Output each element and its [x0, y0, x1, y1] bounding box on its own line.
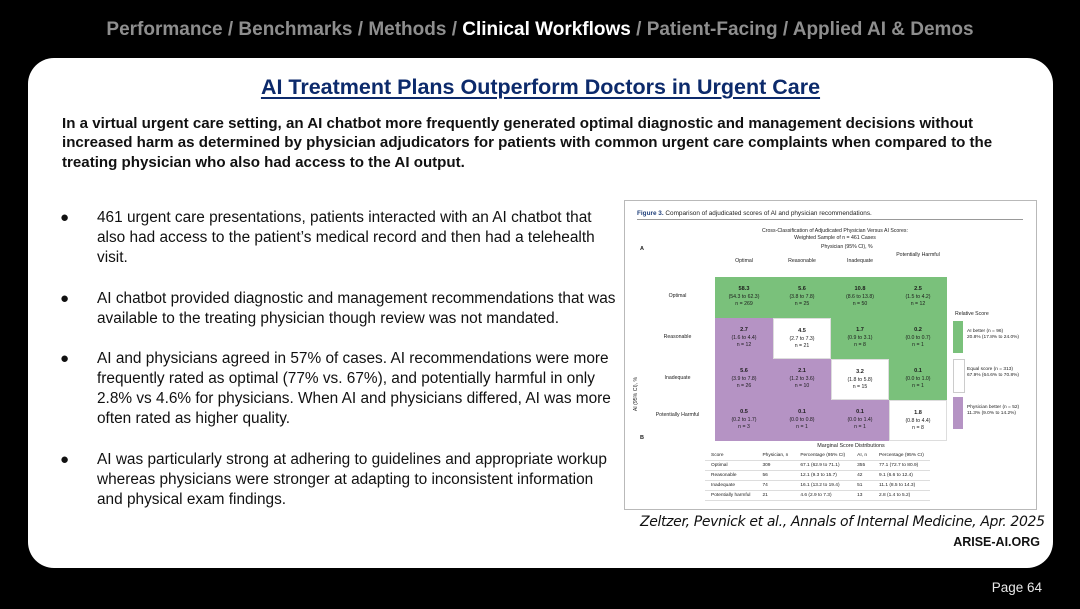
- table-header-cell: Physician, n: [756, 451, 794, 461]
- crosstab-title-line-1: Cross-Classification of Adjudicated Physician Versus AI Scores:: [762, 228, 908, 234]
- breadcrumb-item-clinical-workflows[interactable]: Clinical Workflows: [462, 19, 631, 40]
- bullet-list: [60, 208, 620, 530]
- cell-value: 1.8: [914, 410, 922, 416]
- legend-swatch: [953, 321, 963, 353]
- cell-ci: (54.3 to 62.3): [728, 293, 760, 300]
- row-header: Potentially Harmful: [655, 412, 700, 418]
- cell-ci: (1.5 to 4.2): [905, 293, 931, 300]
- heatmap-cell: [831, 400, 889, 441]
- legend-item: [953, 359, 1033, 391]
- table-header-cell: Percentage (95% CI): [794, 451, 851, 461]
- breadcrumb-item-methods[interactable]: Methods: [368, 19, 447, 40]
- cell-ci: (0.0 to 1.0): [905, 375, 931, 382]
- heatmap-cell: [889, 277, 947, 318]
- table-cell: 77.1 (72.7 to 80.9): [873, 461, 930, 471]
- cell-count: n = 12: [910, 300, 926, 307]
- heatmap-cell: [773, 359, 831, 400]
- table-cell: 21: [756, 491, 794, 501]
- cell-count: n = 1: [796, 423, 808, 430]
- table-header-cell: Score: [705, 451, 756, 461]
- citation: Zeltzer, Pevnick et al., Annals of Internal Medicine, Apr. 2025: [640, 514, 1045, 530]
- legend-item: [953, 321, 1033, 353]
- breadcrumb-item-patient-facing[interactable]: Patient-Facing: [646, 19, 778, 40]
- table-cell: 74: [756, 481, 794, 491]
- breadcrumb-separator: /: [446, 19, 463, 40]
- breadcrumb-item-performance[interactable]: Performance: [106, 19, 223, 40]
- cell-ci: (3.9 to 7.8): [731, 375, 757, 382]
- slide-title: AI Treatment Plans Outperform Doctors in Urgent Care: [260, 75, 821, 99]
- table-cell: 355: [851, 461, 873, 471]
- table-cell: Optimal: [705, 461, 756, 471]
- table-header-cell: Percentage (95% CI): [873, 451, 930, 461]
- cell-value: 2.7: [740, 327, 748, 333]
- table-cell: 309: [756, 461, 794, 471]
- panel-a-label: A: [640, 246, 644, 252]
- cell-value: 0.5: [740, 409, 748, 415]
- table-cell: Inadequate: [705, 481, 756, 491]
- cell-count: n = 25: [794, 300, 810, 307]
- table-cell: 12.1 (9.3 to 15.7): [794, 471, 851, 481]
- cell-count: n = 269: [735, 300, 753, 307]
- column-header: Potentially Harmful: [896, 252, 940, 258]
- table-cell: 51: [851, 481, 873, 491]
- bullet-icon: ●: [60, 209, 70, 226]
- bullet-text: AI chatbot provided diagnostic and management recommendations that was available to the treating physician though review was not mandated.: [97, 289, 616, 327]
- table-row: [705, 491, 930, 501]
- legend-swatch: [953, 359, 965, 393]
- crosstab-title: [745, 228, 925, 242]
- column-header: Reasonable: [788, 258, 816, 264]
- list-item: [60, 289, 620, 329]
- list-item: [60, 349, 620, 430]
- table-cell: 13: [851, 491, 873, 501]
- table-cell: 9.1 (6.6 to 12.4): [873, 471, 930, 481]
- table-cell: Reasonable: [705, 471, 756, 481]
- heatmap-cell: [831, 277, 889, 318]
- cell-count: n = 1: [854, 423, 866, 430]
- cell-ci: (0.9 to 3.1): [847, 334, 873, 341]
- cell-count: n = 3: [738, 423, 750, 430]
- breadcrumb-separator: /: [630, 19, 647, 40]
- figure-divider: [637, 219, 1023, 220]
- cell-ci: (0.8 to 4.4): [905, 417, 931, 424]
- cell-value: 58.3: [738, 286, 750, 292]
- cell-value: 10.8: [854, 286, 866, 292]
- table-cell: 16.1 (13.2 to 19.4): [794, 481, 851, 491]
- cell-count: n = 12: [736, 341, 752, 348]
- cell-count: n = 1: [912, 382, 924, 389]
- heatmap-cell: [773, 400, 831, 441]
- cell-ci: (2.7 to 7.3): [789, 335, 815, 342]
- cell-ci: (0.0 to 0.8): [789, 416, 815, 423]
- marginal-table: [705, 451, 930, 501]
- cell-value: 0.1: [798, 409, 806, 415]
- heatmap-cell: [715, 277, 773, 318]
- cell-value: 2.1: [798, 368, 806, 374]
- cell-ci: (1.2 to 3.6): [789, 375, 815, 382]
- cell-value: 1.7: [856, 327, 864, 333]
- cell-ci: (8.6 to 13.8): [846, 293, 874, 300]
- cell-value: 3.2: [856, 369, 864, 375]
- cell-value: 5.6: [798, 286, 806, 292]
- list-item: [60, 208, 620, 269]
- cell-count: n = 21: [794, 342, 810, 349]
- table-header-cell: AI, n: [851, 451, 873, 461]
- cell-count: n = 50: [852, 300, 868, 307]
- cell-count: n = 10: [794, 382, 810, 389]
- bullet-icon: ●: [60, 349, 70, 367]
- table-cell: 4.6 (2.9 to 7.3): [794, 491, 851, 501]
- table-cell: 11.1 (8.5 to 14.3): [873, 481, 930, 491]
- physician-axis-label: Physician (95% CI), %: [821, 244, 873, 250]
- table-row: [705, 481, 930, 491]
- panel-b-label: B: [640, 435, 644, 441]
- row-header: Optimal: [668, 293, 687, 299]
- ai-axis-label: AI (95% CI), %: [633, 376, 640, 412]
- table-cell: 42: [851, 471, 873, 481]
- heatmap-cell: [715, 359, 773, 400]
- row-header: Reasonable: [663, 334, 692, 340]
- marginal-table-title: Marginal Score Distributions: [817, 443, 885, 449]
- bullet-text: 461 urgent care presentations, patients interacted with an AI chatbot that also had access to the patient’s medical record and then had a telehealth visit.: [97, 209, 595, 267]
- figure-image: [624, 200, 1037, 510]
- legend-item: [953, 397, 1033, 429]
- figure-caption: [637, 210, 872, 217]
- breadcrumb-item-benchmarks[interactable]: Benchmarks: [238, 19, 353, 40]
- cell-ci: (0.0 to 0.7): [905, 334, 931, 341]
- cell-count: n = 8: [854, 341, 866, 348]
- legend-text: Equal score (n = 313) 67.9% (64.6% to 70.8%): [967, 367, 1019, 379]
- breadcrumb-separator: /: [222, 19, 239, 40]
- cell-value: 0.1: [856, 409, 864, 415]
- breadcrumb-separator: /: [777, 19, 793, 40]
- cell-ci: (1.6 to 4.4): [731, 334, 757, 341]
- table-cell: Potentially harmful: [705, 491, 756, 501]
- legend-swatch: [953, 397, 963, 429]
- cell-count: n = 26: [736, 382, 752, 389]
- table-cell: 67.1 (62.9 to 71.1): [794, 461, 851, 471]
- heatmap-cell: [773, 318, 831, 359]
- heatmap-cell: [831, 359, 889, 400]
- heatmap-cell: [715, 400, 773, 441]
- cell-value: 4.5: [798, 328, 806, 334]
- heatmap-cell: [889, 318, 947, 359]
- cell-ci: (0.2 to 1.7): [731, 416, 757, 423]
- bullet-icon: ●: [60, 289, 70, 307]
- table-cell: 2.8 (1.4 to 5.2): [873, 491, 930, 501]
- cell-value: 0.1: [914, 368, 922, 374]
- table-row: [705, 471, 930, 481]
- heatmap-cell: [715, 318, 773, 359]
- figure-number: Figure 3.: [637, 210, 664, 217]
- slide-card: [28, 58, 1053, 568]
- breadcrumb-item-applied-ai-demos[interactable]: Applied AI & Demos: [792, 19, 974, 40]
- bullet-icon: ●: [60, 450, 70, 468]
- cell-ci: (1.8 to 5.8): [847, 376, 873, 383]
- table-row: [705, 461, 930, 471]
- cell-value: 5.6: [740, 368, 748, 374]
- heatmap-cell: [889, 400, 947, 441]
- table-cell: 56: [756, 471, 794, 481]
- cell-value: 2.5: [914, 286, 922, 292]
- column-header: Inadequate: [847, 258, 873, 264]
- cell-value: 0.2: [914, 327, 922, 333]
- legend-text: AI better (n = 96) 20.8% (17.8% to 24.0%): [967, 329, 1019, 341]
- heatmap-cell: [831, 318, 889, 359]
- org-label: ARISE-AI.ORG: [953, 535, 1040, 549]
- breadcrumb: [0, 19, 1080, 41]
- table-header-row: [705, 451, 930, 461]
- list-item: [60, 450, 620, 511]
- heatmap-cell: [773, 277, 831, 318]
- row-header: Inadequate: [664, 375, 691, 381]
- cell-count: n = 15: [852, 383, 868, 390]
- slide-intro: In a virtual urgent care setting, an AI chatbot more frequently generated optimal diagnostic and management decisions without increased harm as determined by physician adjudicators for patients with common urgent care complaints when compared to the treating physician who also had access to the AI output.: [62, 115, 993, 171]
- cell-ci: (3.8 to 7.8): [789, 293, 815, 300]
- breadcrumb-separator: /: [352, 19, 369, 40]
- cell-count: n = 1: [912, 341, 924, 348]
- bullet-text: AI and physicians agreed in 57% of cases. AI recommendations were more frequently rated as optimal (77% vs. 67%), and potentially harmful in only 2.8% vs 4.6% for physicians. When AI and physicians differed, AI was more often rated as higher quality.: [97, 349, 611, 428]
- cell-ci: (0.0 to 1.4): [847, 416, 873, 423]
- bullet-text: AI was particularly strong at adhering to guidelines and appropriate workup whereas physicians were stronger at adapting to inconsistent information and physical exam findings.: [97, 450, 607, 508]
- legend-title: Relative Score: [955, 311, 989, 317]
- page-number: Page 64: [991, 580, 1042, 595]
- column-header: Optimal: [735, 258, 753, 264]
- legend-text: Physician better (n = 52) 11.3% (9.0% to 14.2%): [967, 405, 1020, 417]
- figure-caption-text: Comparison of adjudicated scores of AI and physician recommendations.: [663, 210, 872, 217]
- heatmap-cell: [889, 359, 947, 400]
- crosstab-title-line-2: Weighted Sample of n = 461 Cases: [794, 235, 876, 242]
- cell-count: n = 8: [912, 424, 924, 431]
